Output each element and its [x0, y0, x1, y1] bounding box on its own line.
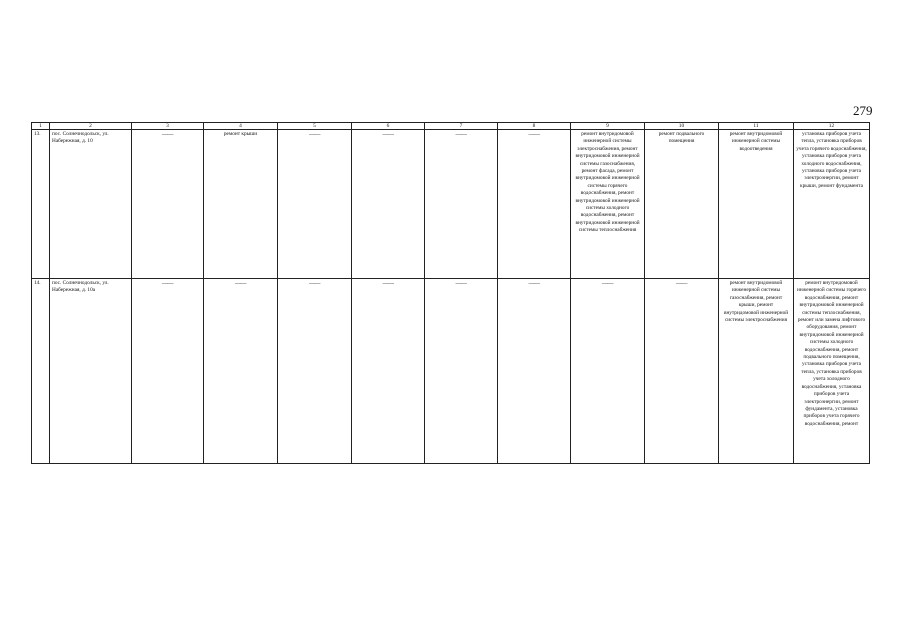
table-cell	[498, 130, 571, 279]
table-cell: ремонт подвального помещения	[645, 130, 719, 279]
repair-register-table	[31, 122, 870, 464]
table-cell	[352, 279, 425, 464]
dash-placeholder: ——	[455, 281, 467, 287]
column-number: 6	[352, 123, 425, 130]
table-cell: ремонт крыши	[204, 130, 278, 279]
dash-placeholder: ——	[382, 132, 394, 138]
dash-placeholder: ——	[455, 132, 467, 138]
table-cell	[278, 130, 352, 279]
table-row	[32, 279, 870, 464]
table-cell: ремонт внутридомовой инженерной системы газоснабжения, ремонт крыши, ремонт внутридомовой инженерной системы электроснабжения	[719, 279, 794, 464]
page-number: 279	[853, 103, 873, 118]
table-cell: ремонт внутридомовой инженерной системы электроснабжения, ремонт внутридомовой инженерной системы газоснабжения, ремонт фасада, ремонт внутридомовой инженерной системы горячего водоснабжения, ремонт внутридомовой инженерной системы холодного водоснабжения, ремонт внутридомовой инженерной системы теплоснабжения	[571, 130, 645, 279]
table-cell: установка приборов учета тепла, установка приборов учета горячего водоснабжения, установка приборов учета холодного водоснабжения, установка приборов учета электроэнергии, ремонт крыши, ремонт фундамента	[794, 130, 870, 279]
dash-placeholder: ——	[528, 281, 540, 287]
table-cell	[132, 279, 204, 464]
column-number: 9	[571, 123, 645, 130]
table-cell	[132, 130, 204, 279]
table-cell: ремонт внутридомовой инженерной системы горячего водоснабжения, ремонт внутридомовой инженерной системы теплоснабжения, ремонт или замена лифтового оборудования, ремонт внутридомовой инженерной системы холодного водоснабжения, ремонт подвального помещения, установка приборов учета тепла, установка приборов учета холодного водоснабжения, установка приборов учета электроэнергии, ремонт фундамента, установка приборов учета горячего водоснабжения, ремонт	[794, 279, 870, 464]
column-number: 1	[32, 123, 50, 130]
dash-placeholder: ——	[602, 281, 613, 287]
dash-placeholder: ——	[162, 281, 173, 287]
column-number: 7	[425, 123, 498, 130]
dash-placeholder: ——	[309, 281, 320, 287]
dash-placeholder: ——	[528, 132, 540, 138]
table-cell	[425, 130, 498, 279]
column-number: 4	[204, 123, 278, 130]
table-row	[32, 130, 870, 279]
table-cell	[645, 279, 719, 464]
column-number: 10	[645, 123, 719, 130]
column-number: 3	[132, 123, 204, 130]
column-number: 2	[50, 123, 132, 130]
column-number: 5	[278, 123, 352, 130]
row-number: 13.	[32, 130, 50, 279]
table-cell	[425, 279, 498, 464]
table-cell	[352, 130, 425, 279]
column-number-row	[32, 123, 870, 130]
table-cell	[571, 279, 645, 464]
dash-placeholder: ——	[676, 281, 687, 287]
column-number: 12	[794, 123, 870, 130]
table-cell	[498, 279, 571, 464]
dash-placeholder: ——	[382, 281, 394, 287]
address-cell: пос. Солнечнодольск, ул. Набережная, д. 10а	[50, 279, 132, 464]
column-number: 8	[498, 123, 571, 130]
dash-placeholder: ——	[162, 132, 173, 138]
table-cell	[278, 279, 352, 464]
column-number: 11	[719, 123, 794, 130]
address-cell: пос. Солнечнодольск, ул. Набережная, д. 10	[50, 130, 132, 279]
dash-placeholder: ——	[309, 132, 320, 138]
table-cell: ремонт внутридомовой инженерной системы водоотведения	[719, 130, 794, 279]
dash-placeholder: ——	[235, 281, 246, 287]
row-number: 14.	[32, 279, 50, 464]
table-cell	[204, 279, 278, 464]
